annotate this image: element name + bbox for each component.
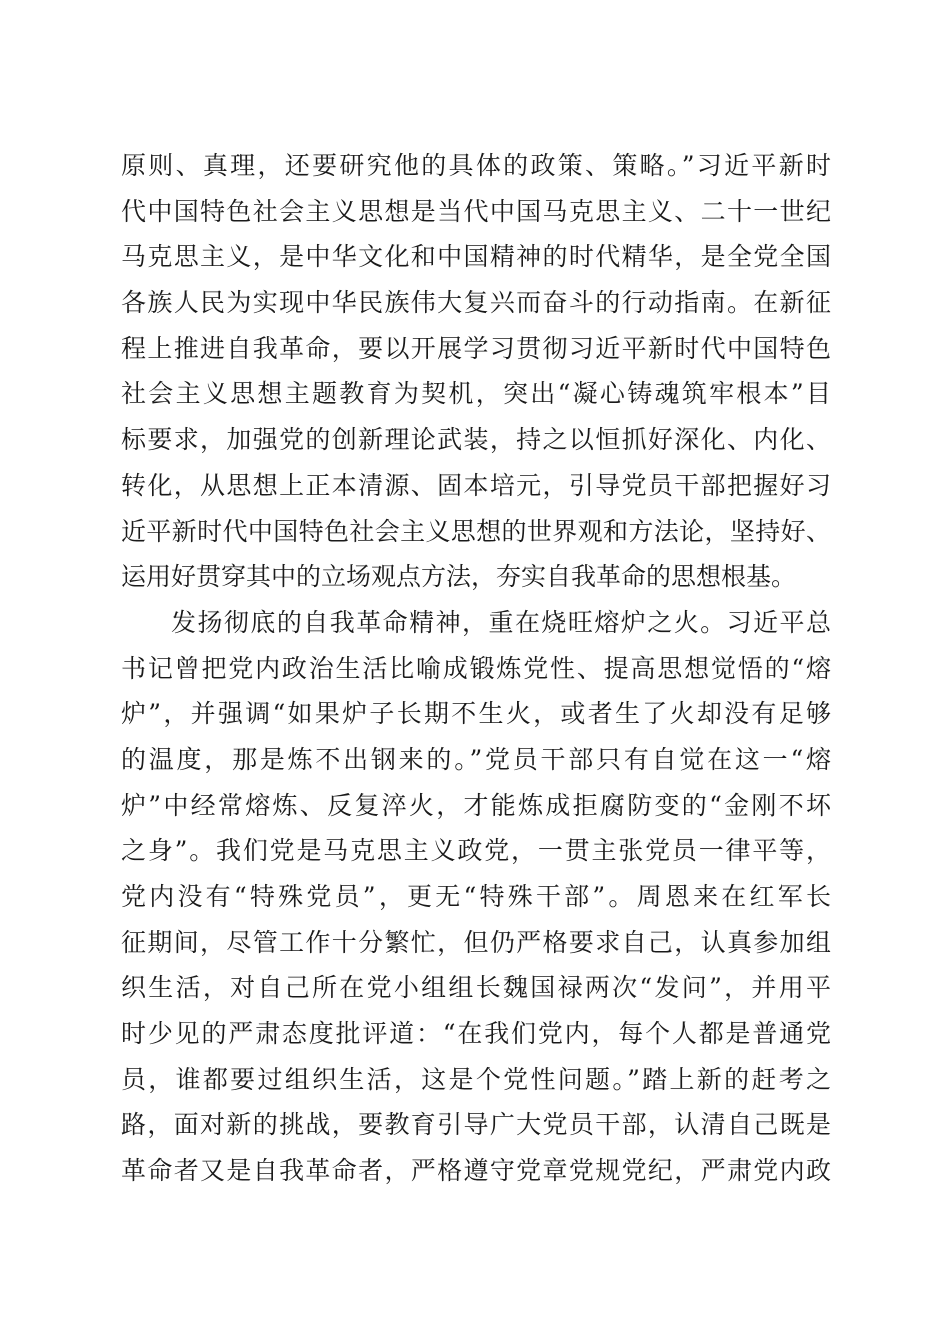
text-line: 发扬彻底的自我革命精神，重在烧旺熔炉之火。习近平总	[171, 607, 831, 637]
paragraph-2	[121, 600, 831, 1194]
text-line: 代中国特色社会主义思想是当代中国马克思主义、二十一世纪	[121, 196, 831, 226]
text-line: 的温度，那是炼不出钢来的。”党员干部只有自觉在这一“熔	[121, 744, 831, 774]
text-line: 各族人民为实现中华民族伟大复兴而奋斗的行动指南。在新征	[121, 288, 831, 318]
text-line: 程上推进自我革命，要以开展学习贯彻习近平新时代中国特色	[121, 333, 831, 363]
text-line: 炉”，并强调“如果炉子长期不生火，或者生了火却没有足够	[121, 699, 831, 729]
text-line: 革命者又是自我革命者，严格遵守党章党规党纪，严肃党内政	[121, 1156, 831, 1186]
text-line: 标要求，加强党的创新理论武装，持之以恒抓好深化、内化、	[121, 425, 831, 455]
text-line: 征期间，尽管工作十分繁忙，但仍严格要求自己，认真参加组	[121, 927, 831, 957]
text-line: 织生活，对自己所在党小组组长魏国禄两次“发问”，并用平	[121, 973, 831, 1003]
text-line: 之身”。我们党是马克思主义政党，一贯主张党员一律平等，	[121, 836, 831, 866]
text-line: 时少见的严肃态度批评道：“在我们党内，每个人都是普通党	[121, 1019, 831, 1049]
text-line: 书记曾把党内政治生活比喻成锻炼党性、提高思想觉悟的“熔	[121, 653, 831, 683]
text-line: 党内没有“特殊党员”，更无“特殊干部”。周恩来在红军长	[121, 882, 831, 911]
text-line: 员，谁都要过组织生活，这是个党性问题。”踏上新的赶考之	[121, 1064, 831, 1094]
text-line: 转化，从思想上正本清源、固本培元，引导党员干部把握好习	[121, 470, 831, 500]
paragraph-1	[121, 143, 831, 600]
text-line: 近平新时代中国特色社会主义思想的世界观和方法论，坚持好、	[121, 516, 831, 546]
text-line: 炉”中经常熔炼、反复淬火，才能炼成拒腐防变的“金刚不坏	[121, 790, 831, 820]
text-line: 社会主义思想主题教育为契机，突出“凝心铸魂筑牢根本”目	[121, 379, 831, 409]
text-line: 路，面对新的挑战，要教育引导广大党员干部，认清自己既是	[121, 1110, 831, 1140]
text-line: 运用好贯穿其中的立场观点方法，夯实自我革命的思想根基。	[121, 562, 797, 592]
body-text	[121, 143, 831, 1194]
text-line: 原则、真理，还要研究他的具体的政策、策略。”习近平新时	[121, 151, 831, 180]
text-line: 马克思主义，是中华文化和中国精神的时代精华，是全党全国	[121, 242, 831, 272]
